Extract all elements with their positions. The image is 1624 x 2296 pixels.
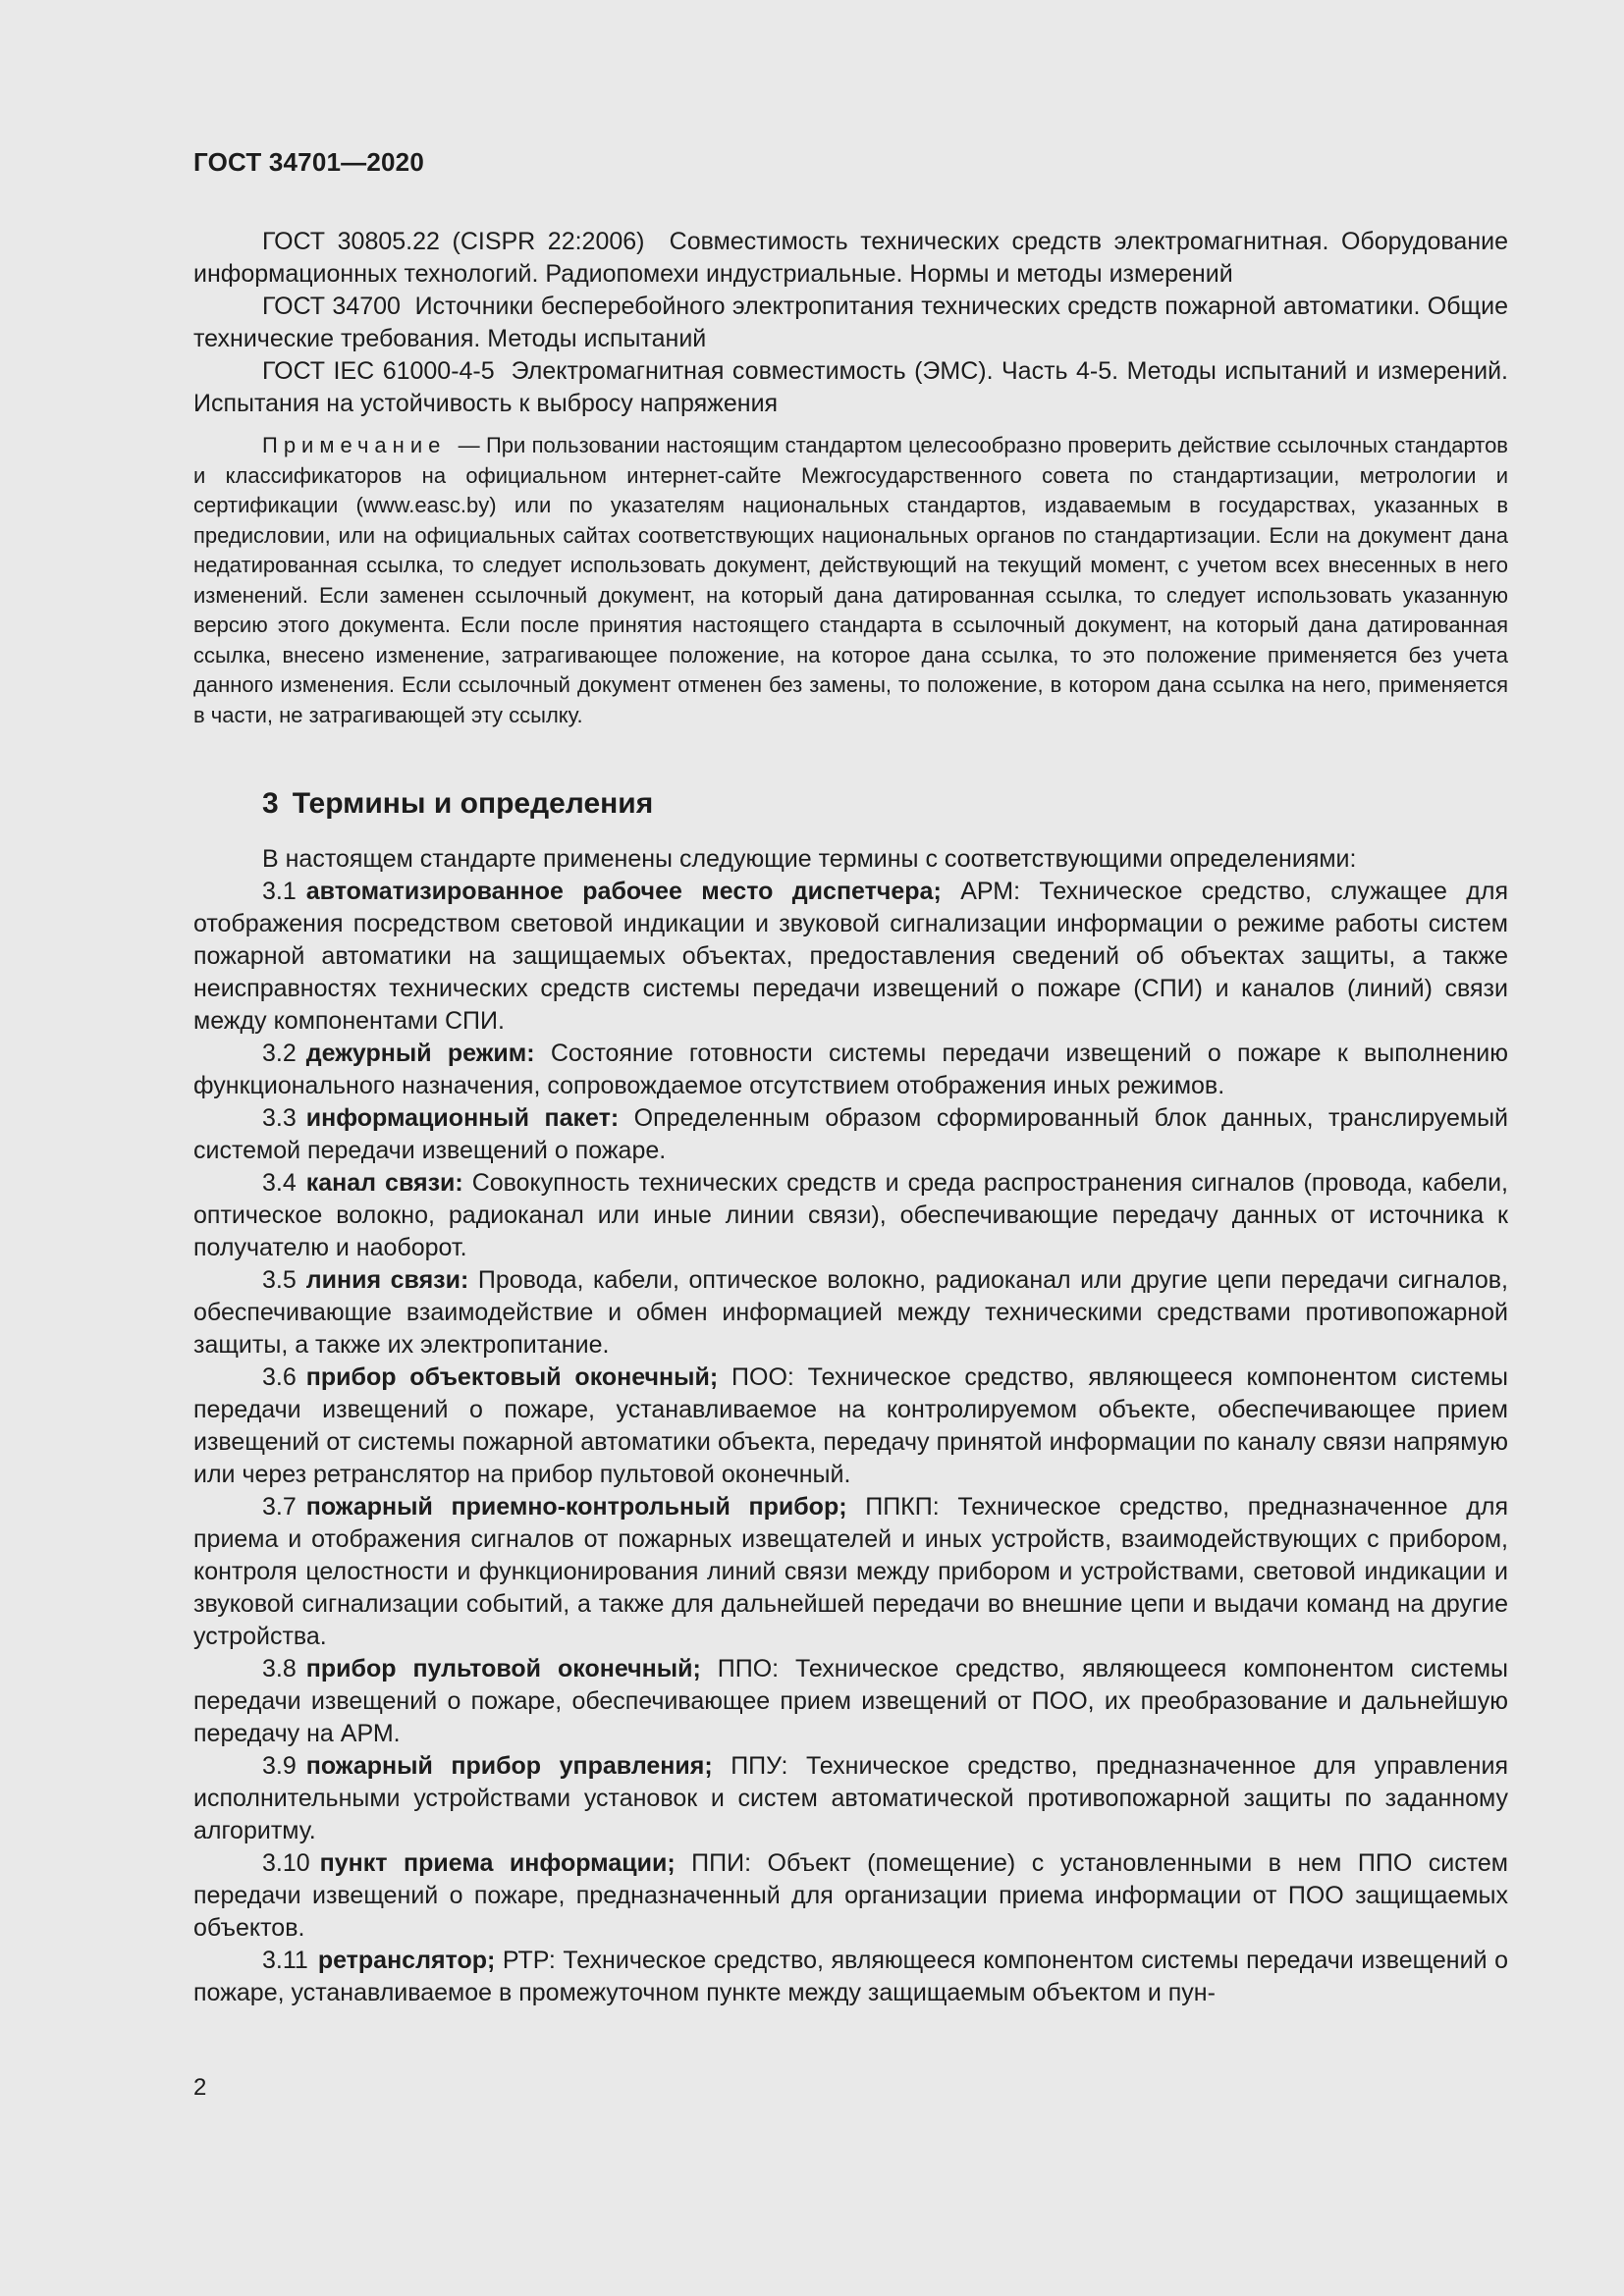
term-number: 3.7 [262, 1493, 297, 1521]
term-number: 3.5 [262, 1266, 297, 1294]
term-number: 3.6 [262, 1363, 297, 1391]
term-name: ретранслятор; [317, 1947, 496, 1974]
document-body [193, 226, 1508, 2009]
reference-text: Электромагнитная совместимость (ЭМС). Часть 4-5. Методы испытаний и измерений. Испытания на устойчивость к выбросу напряжения [193, 357, 1508, 417]
reference-item [193, 226, 1508, 291]
term-text: ППИ: Объект (помещение) с установленными в нем ППО систем передачи извещений о пожаре, предназначенный для организации приема информации от ПОО защищаемых объектов. [193, 1849, 1508, 1942]
reference-text: Источники бесперебойного электропитания технических средств пожарной автоматики. Общие технические требования. Методы испытаний [193, 293, 1508, 352]
term-name: пожарный прибор управления; [305, 1752, 713, 1780]
term-definition [193, 1102, 1508, 1167]
reference-text: Совместимость технических средств электромагнитная. Оборудование информационных технологий. Радиопомехи индустриальные. Нормы и методы измерений [193, 228, 1508, 288]
term-definition [193, 876, 1508, 1038]
term-name: линия связи: [305, 1266, 469, 1294]
term-number: 3.11 [262, 1947, 308, 1974]
note-label: Примечание [262, 433, 447, 457]
note-text: — При пользовании настоящим стандартом целесообразно проверить действие ссылочных стандартов и классификаторов на официальном интернет-сайте Межгосударственного совета по стандартизации, метрологии и сертификации (www.easc.by) или по указателям национальных стандартов, издаваемым в государствах, указанных в предисловии, или на официальных сайтах соответствующих национальных органов по стандартизации. Если на документ дана недатированная ссылка, то следует использовать документ, действующий на текущий момент, с учетом всех внесенных в него изменений. Если заменен ссылочный документ, на который дана датированная ссылка, то следует использовать указанную версию этого документа. Если после принятия настоящего стандарта в ссылочный документ, на который дана датированная ссылка, внесено изменение, затрагивающее положение, на которое дана ссылка, то это положение применяется без учета данного изменения. Если ссылочный документ отменен без замены, то положение, в котором дана ссылка на него, применяется в части, не затрагивающей эту ссылку. [193, 433, 1508, 727]
term-name: прибор объектовый оконечный; [305, 1363, 719, 1391]
page-number: 2 [193, 2074, 207, 2101]
term-text: Совокупность технических средств и среда распространения сигналов (провода, кабели, оптическое волокно, радиоканал или иные линии связи), обеспечивающие передачу данных от источника к получателю и наоборот. [193, 1169, 1508, 1261]
term-number: 3.4 [262, 1169, 297, 1197]
reference-code: ГОСТ 30805.22 (CISPR 22:2006) [262, 228, 645, 255]
section-number: 3 [262, 787, 279, 820]
term-text: РТР: Техническое средство, являющееся компонентом системы передачи извещений о пожаре, устанавливаемое в промежуточном пункте между защищаемым объектом и пун- [193, 1947, 1508, 2006]
document-header: ГОСТ 34701—2020 [193, 147, 424, 177]
section-title: Термины и определения [292, 787, 654, 820]
reference-code: ГОСТ 34700 [262, 293, 401, 320]
term-name: канал связи: [305, 1169, 463, 1197]
term-text: ППО: Техническое средство, являющееся компонентом системы передачи извещений о пожаре, обеспечивающее прием извещений от ПОО, их преобразование и дальнейшую передачу на АРМ. [193, 1655, 1508, 1747]
term-definition [193, 1264, 1508, 1362]
term-name: прибор пультовой оконечный; [305, 1655, 701, 1682]
term-text: Определенным образом сформированный блок данных, транслируемый системой передачи извещений о пожаре. [193, 1104, 1509, 1164]
term-definition [193, 1491, 1508, 1653]
term-text: ППУ: Техническое средство, предназначенное для управления исполнительными устройствами установок и систем автоматической противопожарной защиты по заданному алгоритму. [193, 1752, 1508, 1844]
term-text: АРМ: Техническое средство, служащее для отображения посредством световой индикации и звуковой сигнализации информации о режиме работы систем пожарной автоматики на защищаемых объектах, предоставления сведений об объектах защиты, а также неисправностях технических средств системы передачи извещений о пожаре (СПИ) и каналов (линий) связи между компонентами СПИ. [193, 878, 1508, 1035]
reference-item [193, 291, 1508, 355]
term-definition [193, 1653, 1508, 1750]
section-intro: В настоящем стандарте применены следующие термины с соответствующими определениями: [262, 845, 1357, 873]
term-number: 3.1 [262, 878, 297, 905]
section-heading [262, 784, 1508, 824]
term-definition [193, 1945, 1508, 2009]
term-definition [193, 1362, 1508, 1491]
term-definition [193, 1038, 1508, 1102]
term-text: Состояние готовности системы передачи извещений о пожаре к выполнению функционального назначения, сопровождаемое отсутствием отображения иных режимов. [193, 1040, 1508, 1099]
term-name: автоматизированное рабочее место диспетчера; [305, 878, 942, 905]
reference-code: ГОСТ IEC 61000-4-5 [262, 357, 495, 385]
note-paragraph [193, 431, 1508, 730]
term-number: 3.9 [262, 1752, 297, 1780]
term-name: информационный пакет: [305, 1104, 620, 1132]
term-text: ПОО: Техническое средство, являющееся компонентом системы передачи извещений о пожаре, устанавливаемое на контролируемом объекте, обеспечивающее прием извещений от системы пожарной автоматики объекта, передачу принятой информации по каналу связи напрямую или через ретранслятор на прибор пультовой оконечный. [193, 1363, 1509, 1488]
term-definition [193, 1167, 1508, 1264]
term-number: 3.8 [262, 1655, 297, 1682]
term-number: 3.2 [262, 1040, 297, 1067]
term-definition [193, 1750, 1508, 1847]
reference-item [193, 355, 1508, 420]
term-text: Провода, кабели, оптическое волокно, радиоканал или другие цепи передачи сигналов, обеспечивающие взаимодействие и обмен информацией между техническими средствами противопожарной защиты, а также их электропитание. [193, 1266, 1508, 1359]
term-number: 3.3 [262, 1104, 297, 1132]
term-text: ППКП: Техническое средство, предназначенное для приема и отображения сигналов от пожарных извещателей и иных устройств, взаимодействующих с прибором, контроля целостности и функционирования линий связи между прибором и устройствами, световой индикации и звуковой сигнализации событий, а также для дальнейшей передачи во внешние цепи и выдачи команд на другие устройства. [193, 1493, 1508, 1650]
term-name: пожарный приемно-контрольный прибор; [305, 1493, 847, 1521]
term-definition [193, 1847, 1508, 1945]
term-name: дежурный режим: [305, 1040, 535, 1067]
term-name: пункт приема информации; [319, 1849, 676, 1877]
term-number: 3.10 [262, 1849, 310, 1877]
